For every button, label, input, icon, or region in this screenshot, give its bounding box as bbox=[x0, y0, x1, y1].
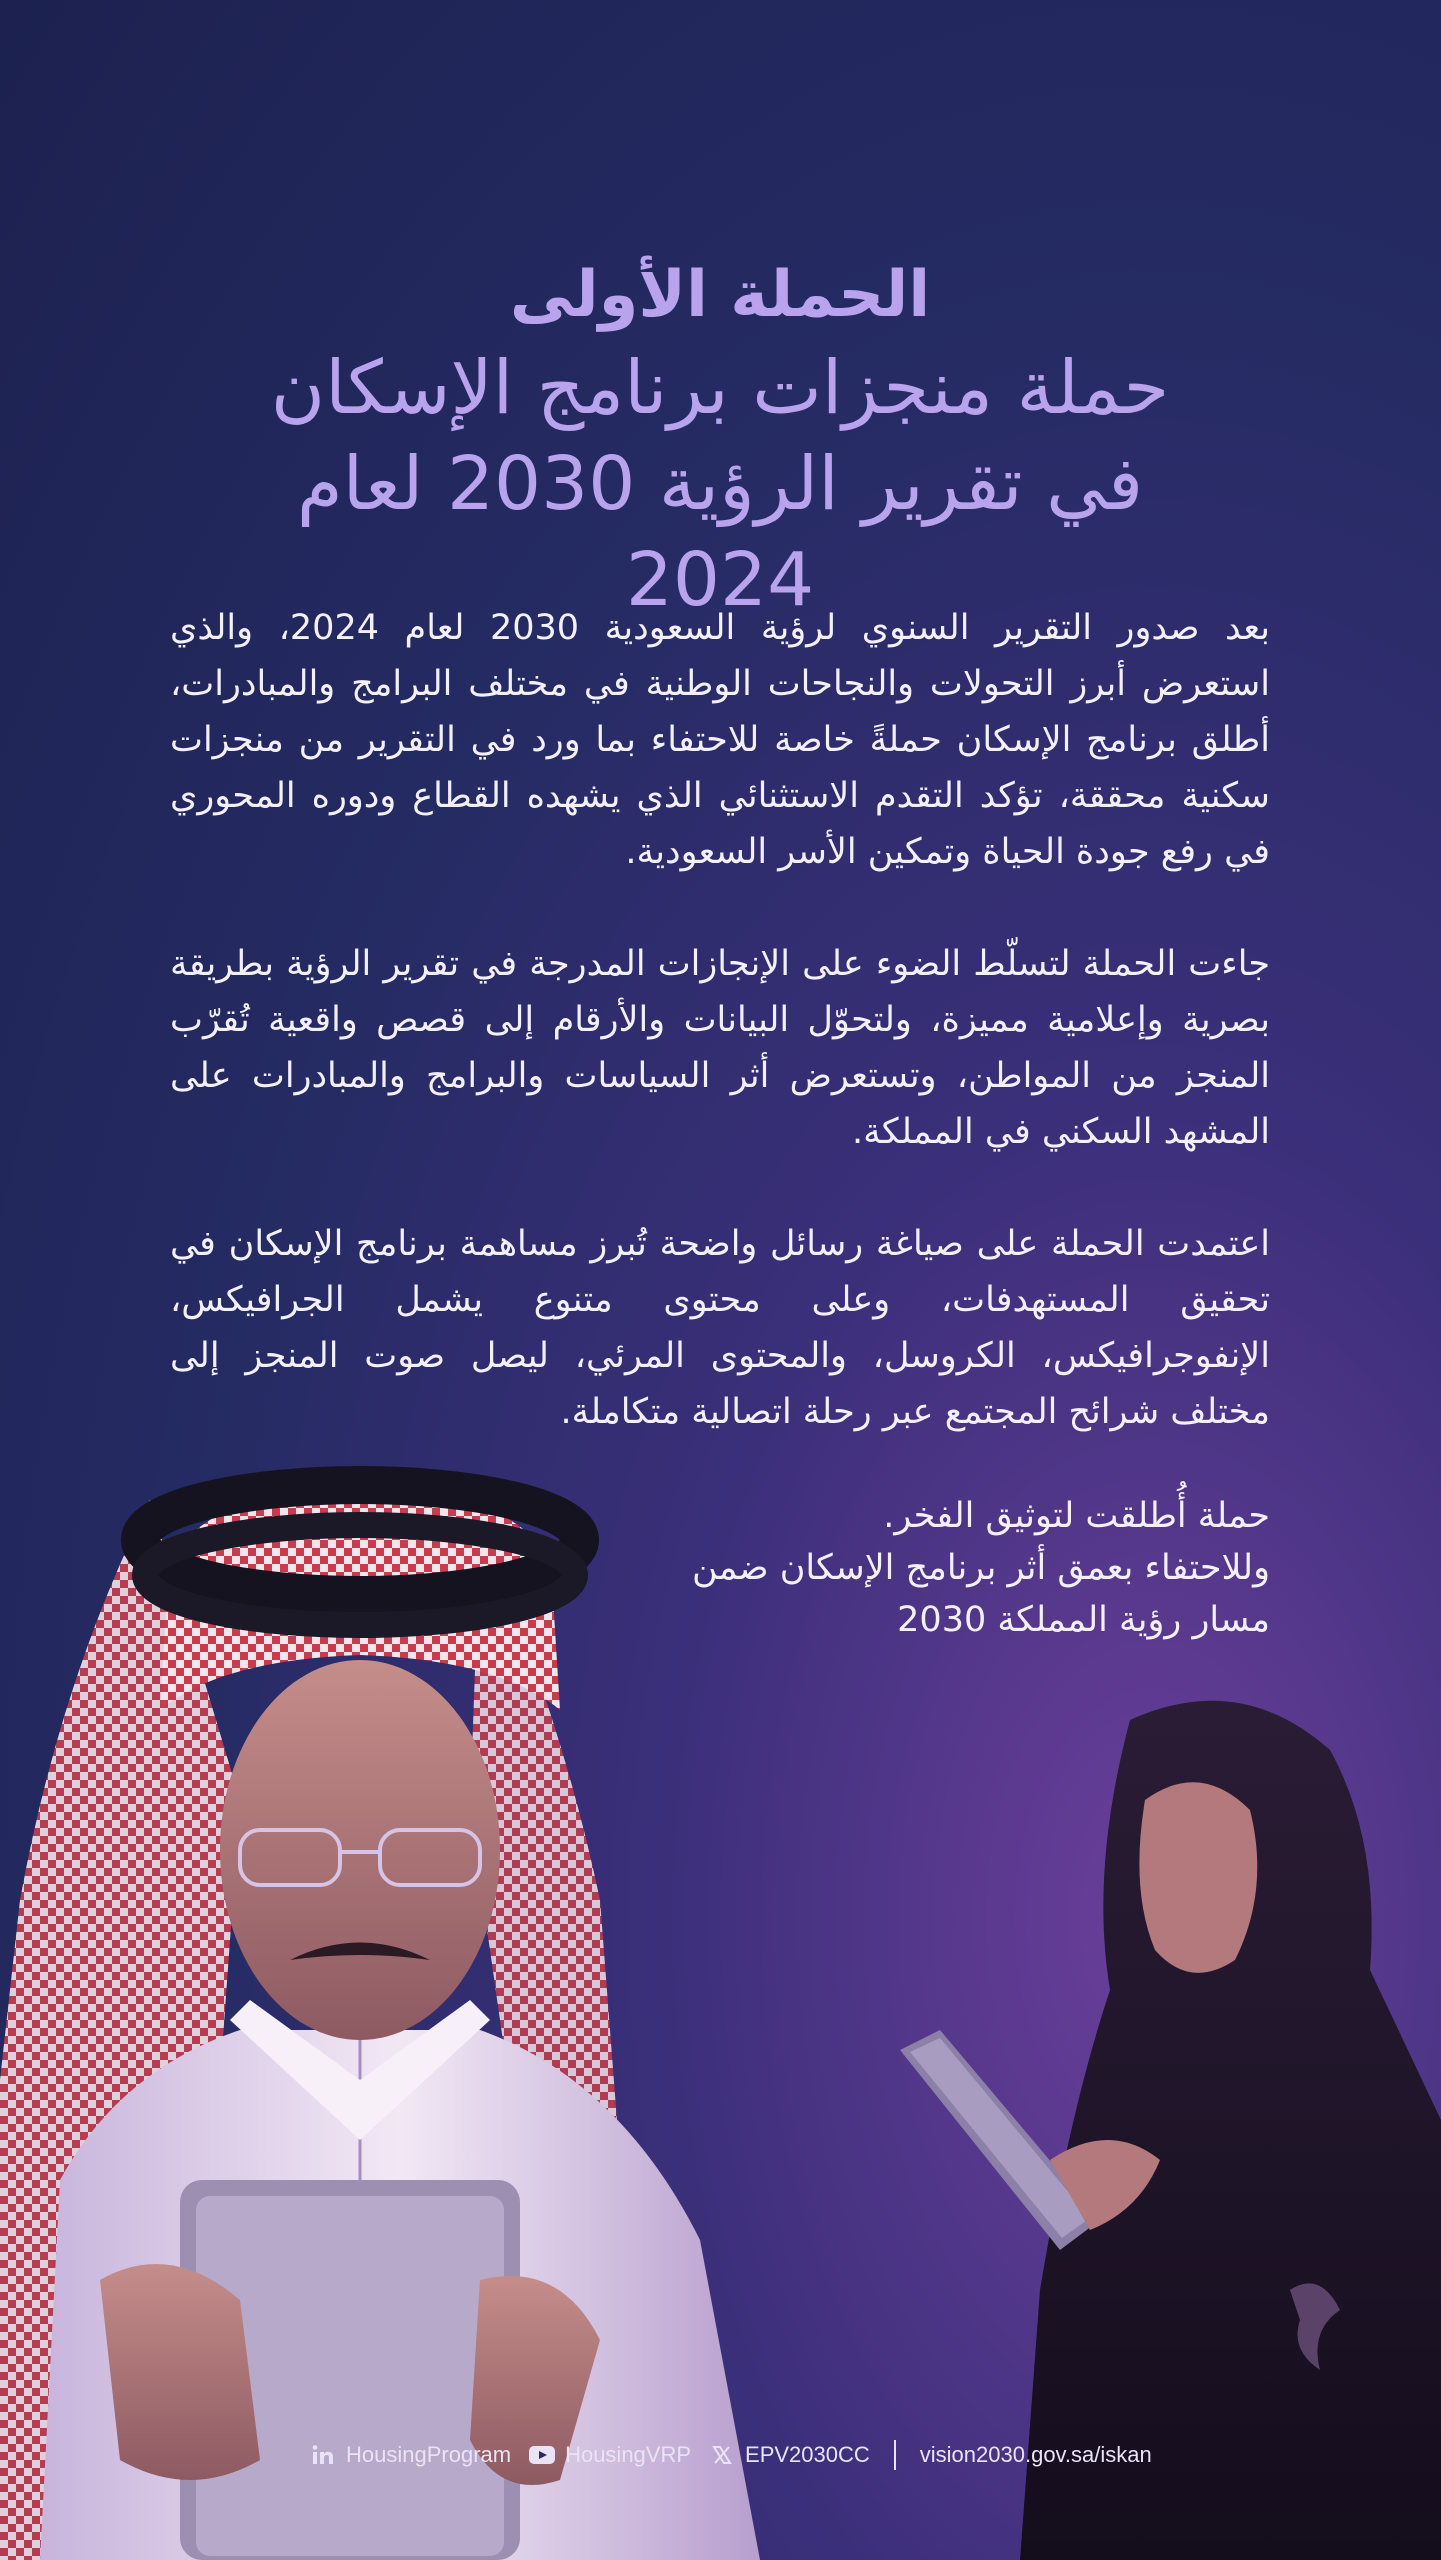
headline-title-line-1: حملة منجزات برنامج الإسكان bbox=[270, 345, 1170, 431]
linkedin-handle: HousingProgram bbox=[346, 2442, 512, 2467]
man-with-tablet-illustration bbox=[0, 1380, 820, 2560]
paragraph-1: بعد صدور التقرير السنوي لرؤية السعودية 2030 لعام 2024، والذي استعرض أبرز التحولات والنجاحات الوطنية في مختلف البرامج والمبادرات، أطلق برنامج الإسكان حملةً خاصة للاحتفاء بما ورد في التقرير من منجزات سكنية محققة، تؤكد التقدم الاستثنائي الذي يشهده القطاع ودوره المحوري في رفع جودة الحياة وتمكين الأسر السعودية. bbox=[170, 608, 1270, 872]
x-link[interactable] bbox=[709, 2442, 870, 2468]
body-text bbox=[170, 600, 1270, 1496]
linkedin-icon bbox=[310, 2442, 336, 2468]
social-footer bbox=[310, 2430, 1170, 2480]
paragraph-3: اعتمدت الحملة على صياغة رسائل واضحة تُبرز مساهمة برنامج الإسكان في تحقيق المستهدفات، وعلى محتوى متنوع يشمل الجرافيكس، الإنفوجرافيكس، الكروسل، والمحتوى المرئي، ليصل صوت المنجز إلى مختلف شرائح المجتمع عبر رحلة اتصالية متكاملة. bbox=[170, 1224, 1270, 1432]
closing-line-3: مسار رؤية المملكة 2030 bbox=[897, 1600, 1270, 1640]
headline bbox=[200, 250, 1240, 628]
closing-line-2: وللاحتفاء بعمق أثر برنامج الإسكان ضمن bbox=[691, 1548, 1270, 1588]
website-link[interactable]: vision2030.gov.sa/iskan bbox=[919, 2442, 1152, 2467]
youtube-handle: HousingVRP bbox=[565, 2442, 692, 2467]
footer-divider bbox=[894, 2440, 896, 2470]
youtube-link[interactable] bbox=[529, 2442, 691, 2468]
paragraph-2: جاءت الحملة لتسلّط الضوء على الإنجازات المدرجة في تقرير الرؤية بطريقة بصرية وإعلامية مميزة، ولتحوّل البيانات والأرقام إلى قصص واقعية تُقرّب المنجز من المواطن، وتستعرض أثر السياسات والبرامج والمبادرات على المشهد السكني في المملكة. bbox=[170, 944, 1270, 1152]
headline-title-line-2: في تقرير الرؤية 2030 لعام 2024 bbox=[296, 441, 1144, 623]
x-icon bbox=[709, 2442, 735, 2468]
people-photo bbox=[0, 1380, 1441, 2560]
youtube-icon bbox=[529, 2442, 555, 2468]
closing-line-1: حملة أُطلقت لتوثيق الفخر. bbox=[883, 1496, 1270, 1536]
headline-kicker: الحملة الأولى bbox=[509, 258, 931, 332]
linkedin-link[interactable] bbox=[310, 2442, 511, 2468]
x-handle: EPV2030CC bbox=[745, 2442, 870, 2467]
